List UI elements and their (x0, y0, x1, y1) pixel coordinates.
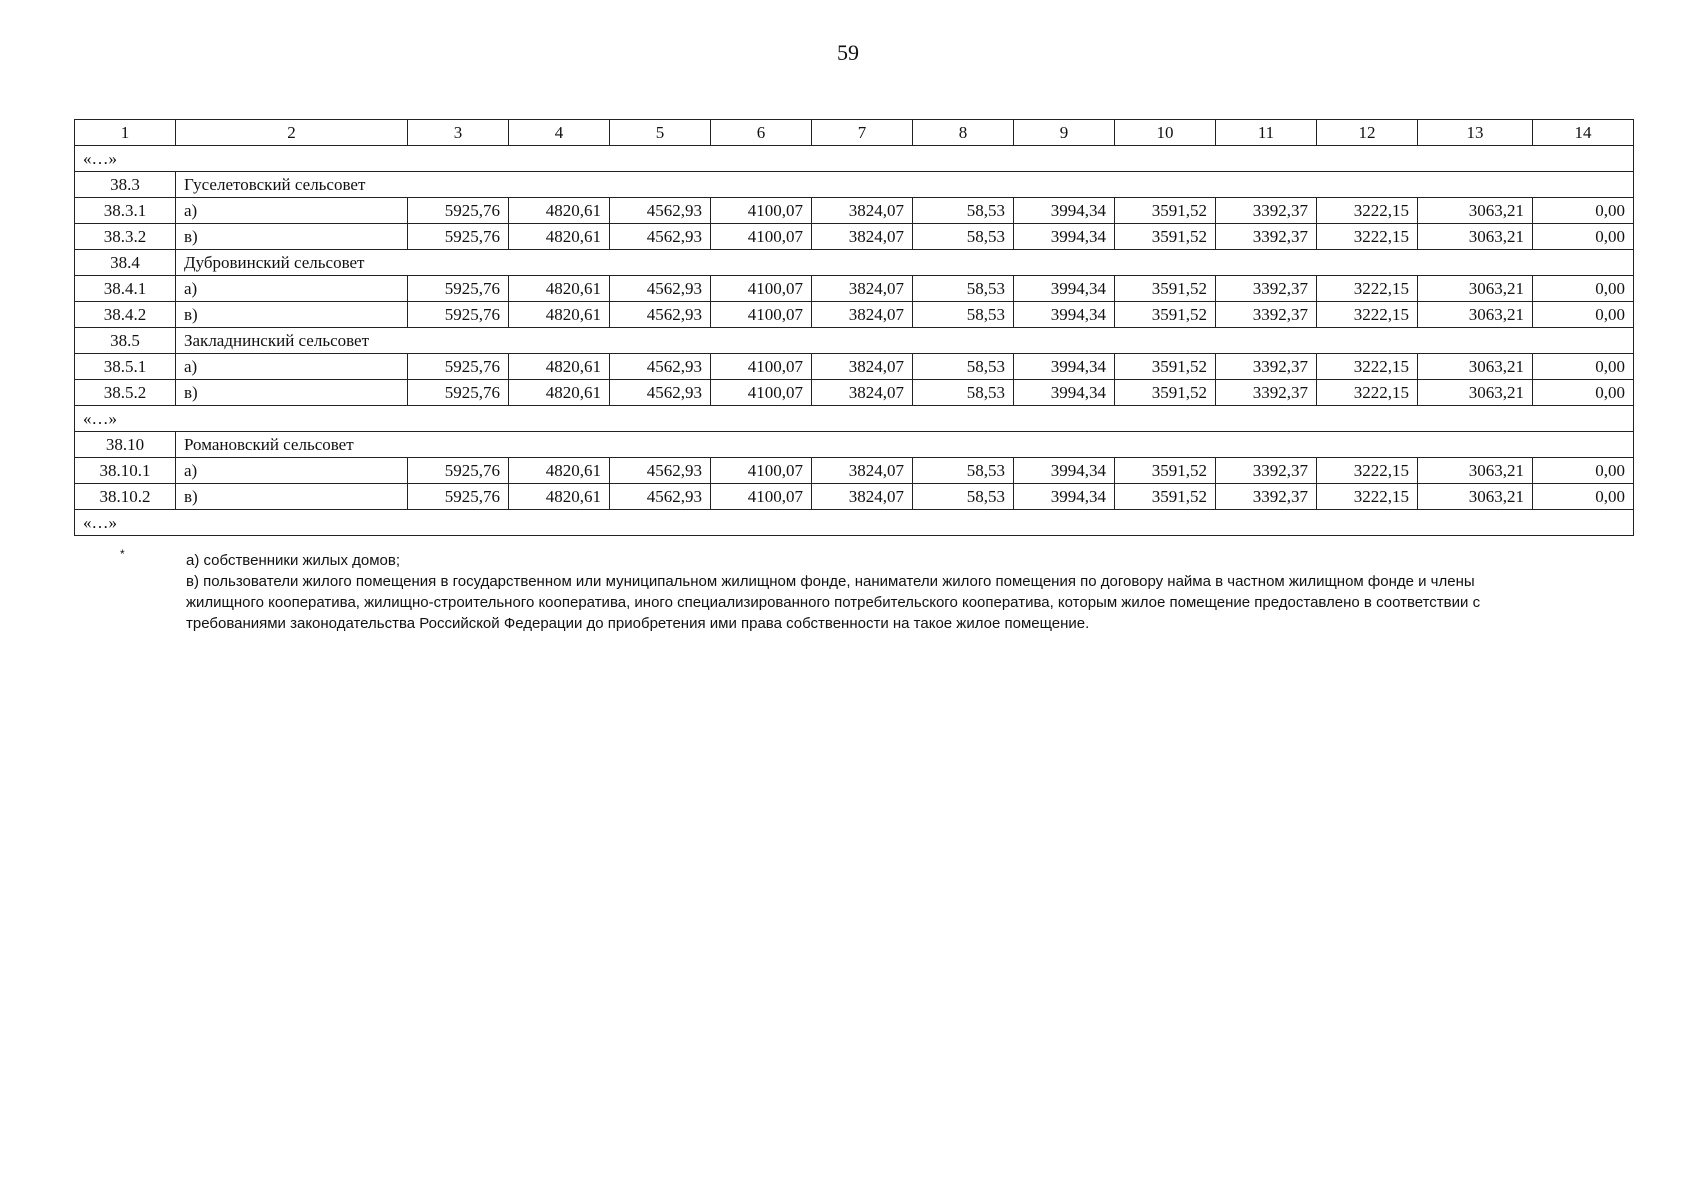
value-cell: 4562,93 (610, 380, 711, 406)
section-code: 38.3 (75, 172, 176, 198)
tariff-table (74, 119, 1634, 536)
row-category: в) (176, 380, 408, 406)
value-cell: 3392,37 (1216, 302, 1317, 328)
header-cell: 2 (176, 120, 408, 146)
value-cell: 3824,07 (812, 276, 913, 302)
header-row (75, 120, 1634, 146)
row-code: 38.4.2 (75, 302, 176, 328)
value-cell: 3824,07 (812, 484, 913, 510)
value-cell: 3824,07 (812, 354, 913, 380)
value-cell: 58,53 (913, 458, 1014, 484)
row-code: 38.4.1 (75, 276, 176, 302)
footnote-marker: * (120, 547, 125, 561)
row-category: в) (176, 224, 408, 250)
value-cell: 4820,61 (509, 484, 610, 510)
ellipsis-row (75, 510, 1634, 536)
value-cell: 0,00 (1533, 198, 1634, 224)
value-cell: 3222,15 (1317, 276, 1418, 302)
value-cell: 3392,37 (1216, 458, 1317, 484)
value-cell: 3063,21 (1418, 224, 1533, 250)
value-cell: 0,00 (1533, 354, 1634, 380)
header-cell: 9 (1014, 120, 1115, 146)
value-cell: 5925,76 (408, 380, 509, 406)
table-row (75, 380, 1634, 406)
ellipsis-cell: «…» (75, 146, 1634, 172)
value-cell: 0,00 (1533, 224, 1634, 250)
value-cell: 4100,07 (711, 198, 812, 224)
footnote (186, 550, 1516, 634)
value-cell: 58,53 (913, 276, 1014, 302)
header-cell: 14 (1533, 120, 1634, 146)
section-row (75, 432, 1634, 458)
value-cell: 3063,21 (1418, 276, 1533, 302)
footnote-line-users: в) пользователи жилого помещения в государственном или муниципальном жилищном фонде, наниматели жилого помещения по договору найма в частном жилищном фонде и члены жилищного кооператива, жилищно-строительного кооператива, иного специализированного потребительского кооператива, которым жилое помещение предоставлено в соответствии с требованиями законодательства Российской Федерации до приобретения ими права собственности на такое жилое помещение. (186, 573, 1481, 632)
value-cell: 3392,37 (1216, 198, 1317, 224)
value-cell: 3824,07 (812, 302, 913, 328)
section-code: 38.4 (75, 250, 176, 276)
value-cell: 3392,37 (1216, 380, 1317, 406)
value-cell: 3222,15 (1317, 484, 1418, 510)
section-row (75, 172, 1634, 198)
header-cell: 11 (1216, 120, 1317, 146)
value-cell: 3392,37 (1216, 484, 1317, 510)
table-row (75, 224, 1634, 250)
value-cell: 4820,61 (509, 224, 610, 250)
value-cell: 0,00 (1533, 484, 1634, 510)
header-cell: 5 (610, 120, 711, 146)
table-row (75, 484, 1634, 510)
row-category: а) (176, 276, 408, 302)
value-cell: 58,53 (913, 354, 1014, 380)
ellipsis-row (75, 146, 1634, 172)
row-category: а) (176, 198, 408, 224)
section-name: Романовский сельсовет (176, 432, 1634, 458)
table-row (75, 354, 1634, 380)
value-cell: 3222,15 (1317, 458, 1418, 484)
value-cell: 3591,52 (1115, 198, 1216, 224)
value-cell: 4100,07 (711, 484, 812, 510)
ellipsis-cell: «…» (75, 406, 1634, 432)
value-cell: 3063,21 (1418, 198, 1533, 224)
value-cell: 3824,07 (812, 224, 913, 250)
value-cell: 4820,61 (509, 276, 610, 302)
header-cell: 8 (913, 120, 1014, 146)
row-category: а) (176, 458, 408, 484)
value-cell: 3591,52 (1115, 224, 1216, 250)
row-category: в) (176, 302, 408, 328)
value-cell: 58,53 (913, 198, 1014, 224)
value-cell: 5925,76 (408, 224, 509, 250)
value-cell: 3994,34 (1014, 276, 1115, 302)
row-code: 38.5.1 (75, 354, 176, 380)
value-cell: 4562,93 (610, 484, 711, 510)
row-code: 38.3.2 (75, 224, 176, 250)
value-cell: 4562,93 (610, 198, 711, 224)
value-cell: 3063,21 (1418, 302, 1533, 328)
table-row (75, 458, 1634, 484)
row-code: 38.10.2 (75, 484, 176, 510)
value-cell: 4820,61 (509, 380, 610, 406)
row-code: 38.5.2 (75, 380, 176, 406)
value-cell: 5925,76 (408, 484, 509, 510)
value-cell: 4562,93 (610, 458, 711, 484)
value-cell: 58,53 (913, 484, 1014, 510)
value-cell: 4562,93 (610, 302, 711, 328)
value-cell: 3994,34 (1014, 354, 1115, 380)
value-cell: 3591,52 (1115, 302, 1216, 328)
table-row (75, 276, 1634, 302)
value-cell: 3222,15 (1317, 224, 1418, 250)
value-cell: 3824,07 (812, 380, 913, 406)
header-cell: 1 (75, 120, 176, 146)
value-cell: 3994,34 (1014, 198, 1115, 224)
header-cell: 13 (1418, 120, 1533, 146)
value-cell: 4100,07 (711, 458, 812, 484)
row-category: а) (176, 354, 408, 380)
value-cell: 0,00 (1533, 302, 1634, 328)
value-cell: 4820,61 (509, 354, 610, 380)
table-row (75, 198, 1634, 224)
value-cell: 3392,37 (1216, 354, 1317, 380)
value-cell: 3824,07 (812, 198, 913, 224)
header-cell: 4 (509, 120, 610, 146)
ellipsis-row (75, 406, 1634, 432)
value-cell: 3994,34 (1014, 224, 1115, 250)
value-cell: 4100,07 (711, 276, 812, 302)
value-cell: 4100,07 (711, 380, 812, 406)
value-cell: 3591,52 (1115, 458, 1216, 484)
value-cell: 5925,76 (408, 302, 509, 328)
section-name: Дубровинский сельсовет (176, 250, 1634, 276)
value-cell: 5925,76 (408, 198, 509, 224)
value-cell: 4562,93 (610, 276, 711, 302)
table-body (75, 146, 1634, 536)
value-cell: 3591,52 (1115, 484, 1216, 510)
header-cell: 6 (711, 120, 812, 146)
value-cell: 4100,07 (711, 354, 812, 380)
section-name: Гуселетовский сельсовет (176, 172, 1634, 198)
value-cell: 3222,15 (1317, 198, 1418, 224)
value-cell: 4820,61 (509, 458, 610, 484)
value-cell: 3392,37 (1216, 276, 1317, 302)
value-cell: 5925,76 (408, 276, 509, 302)
value-cell: 4100,07 (711, 224, 812, 250)
value-cell: 0,00 (1533, 276, 1634, 302)
header-cell: 12 (1317, 120, 1418, 146)
row-code: 38.3.1 (75, 198, 176, 224)
value-cell: 4562,93 (610, 354, 711, 380)
value-cell: 3222,15 (1317, 354, 1418, 380)
value-cell: 3222,15 (1317, 380, 1418, 406)
value-cell: 3063,21 (1418, 484, 1533, 510)
section-row (75, 250, 1634, 276)
value-cell: 3063,21 (1418, 458, 1533, 484)
section-name: Закладнинский сельсовет (176, 328, 1634, 354)
value-cell: 3591,52 (1115, 354, 1216, 380)
value-cell: 3824,07 (812, 458, 913, 484)
value-cell: 4820,61 (509, 302, 610, 328)
value-cell: 58,53 (913, 224, 1014, 250)
value-cell: 4820,61 (509, 198, 610, 224)
value-cell: 3063,21 (1418, 380, 1533, 406)
value-cell: 0,00 (1533, 380, 1634, 406)
value-cell: 3994,34 (1014, 380, 1115, 406)
value-cell: 4562,93 (610, 224, 711, 250)
section-code: 38.5 (75, 328, 176, 354)
value-cell: 0,00 (1533, 458, 1634, 484)
value-cell: 5925,76 (408, 354, 509, 380)
page-number: 59 (837, 40, 859, 65)
table-row (75, 302, 1634, 328)
value-cell: 58,53 (913, 380, 1014, 406)
value-cell: 4100,07 (711, 302, 812, 328)
ellipsis-cell: «…» (75, 510, 1634, 536)
value-cell: 58,53 (913, 302, 1014, 328)
value-cell: 5925,76 (408, 458, 509, 484)
header-cell: 3 (408, 120, 509, 146)
row-category: в) (176, 484, 408, 510)
section-code: 38.10 (75, 432, 176, 458)
value-cell: 3063,21 (1418, 354, 1533, 380)
value-cell: 3591,52 (1115, 380, 1216, 406)
footnote-line-owners: а) собственники жилых домов; (186, 552, 401, 569)
header-cell: 10 (1115, 120, 1216, 146)
row-code: 38.10.1 (75, 458, 176, 484)
header-cell: 7 (812, 120, 913, 146)
value-cell: 3591,52 (1115, 276, 1216, 302)
value-cell: 3994,34 (1014, 484, 1115, 510)
value-cell: 3392,37 (1216, 224, 1317, 250)
value-cell: 3994,34 (1014, 458, 1115, 484)
value-cell: 3222,15 (1317, 302, 1418, 328)
section-row (75, 328, 1634, 354)
value-cell: 3994,34 (1014, 302, 1115, 328)
